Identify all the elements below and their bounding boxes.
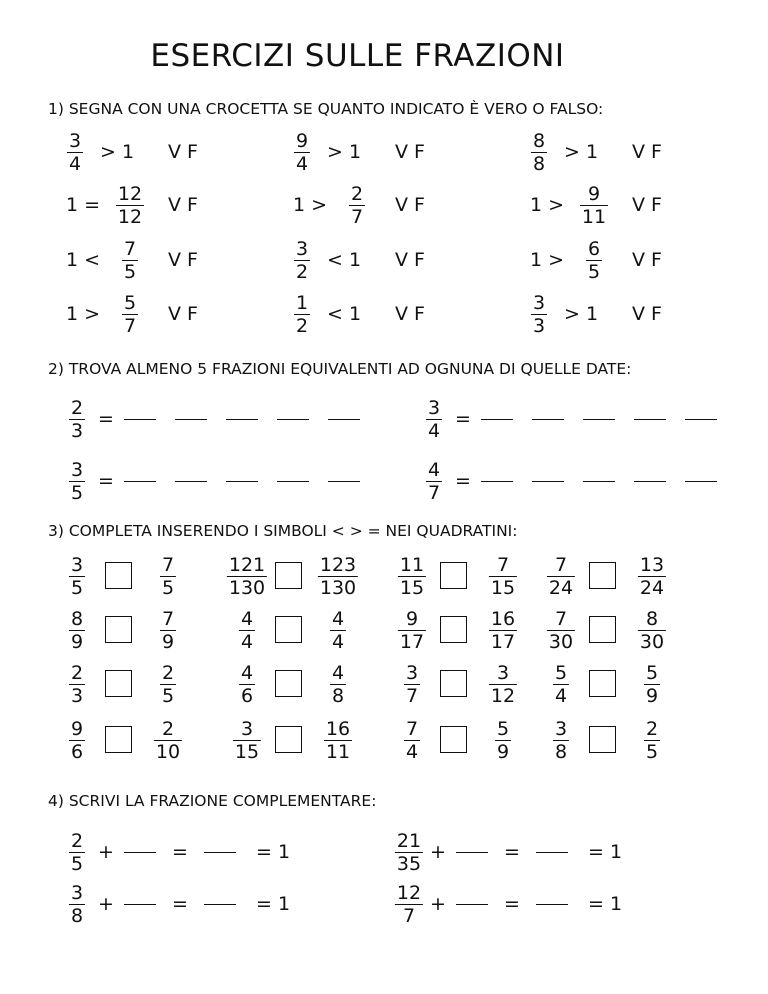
answer-blank[interactable] bbox=[536, 904, 568, 905]
fraction-right bbox=[160, 662, 176, 707]
fraction-left bbox=[547, 608, 575, 653]
equals-sign: = bbox=[98, 408, 114, 430]
fraction-left bbox=[404, 718, 420, 763]
answer-box[interactable] bbox=[440, 616, 467, 643]
numerator: 5 bbox=[123, 292, 137, 314]
true-false-options: V F bbox=[168, 249, 198, 271]
fraction bbox=[69, 882, 85, 927]
fraction-right bbox=[160, 554, 176, 599]
denominator: 8 bbox=[532, 153, 546, 175]
denominator: 9 bbox=[645, 685, 659, 707]
true-false-options: V F bbox=[395, 303, 425, 325]
comparison-right: > 1 bbox=[564, 303, 599, 325]
fraction bbox=[69, 397, 85, 442]
fraction-right bbox=[489, 608, 517, 653]
fraction-left bbox=[239, 662, 255, 707]
fraction-right bbox=[160, 608, 176, 653]
answer-box[interactable] bbox=[105, 616, 132, 643]
fraction-left bbox=[553, 662, 569, 707]
comparison-left: 1 > bbox=[530, 249, 565, 271]
denominator: 3 bbox=[532, 315, 546, 337]
numerator: 16 bbox=[490, 608, 516, 630]
answer-box[interactable] bbox=[440, 562, 467, 589]
section-3-heading: 3) COMPLETA INSERENDO I SIMBOLI < > = NEI QUADRATINI: bbox=[48, 522, 518, 540]
denominator: 9 bbox=[70, 631, 84, 653]
fraction-left bbox=[404, 662, 420, 707]
numerator: 7 bbox=[161, 608, 175, 630]
fraction-left bbox=[553, 718, 569, 763]
answer-box[interactable] bbox=[275, 726, 302, 753]
numerator: 3 bbox=[240, 718, 254, 740]
equals-sign: = bbox=[172, 893, 188, 915]
true-false-options: V F bbox=[632, 194, 662, 216]
denominator: 5 bbox=[70, 853, 84, 875]
answer-blank[interactable] bbox=[634, 481, 666, 482]
denominator: 5 bbox=[645, 741, 659, 763]
numerator: 123 bbox=[319, 554, 357, 576]
numerator: 9 bbox=[405, 608, 419, 630]
comparison-right: < 1 bbox=[327, 249, 362, 271]
numerator: 3 bbox=[70, 882, 84, 904]
numerator: 9 bbox=[295, 130, 309, 152]
denominator: 5 bbox=[123, 261, 137, 283]
fraction bbox=[294, 292, 310, 337]
answer-blank[interactable] bbox=[277, 419, 309, 420]
equals-one: = 1 bbox=[256, 893, 291, 915]
comparison-right: > 1 bbox=[100, 141, 135, 163]
denominator: 30 bbox=[639, 631, 665, 653]
plus-sign: + bbox=[430, 841, 446, 863]
numerator: 4 bbox=[331, 608, 345, 630]
answer-blank[interactable] bbox=[124, 852, 156, 853]
comparison-left: 1 > bbox=[293, 194, 328, 216]
section-4-heading: 4) SCRIVI LA FRAZIONE COMPLEMENTARE: bbox=[48, 792, 377, 810]
fraction bbox=[426, 459, 442, 504]
denominator: 9 bbox=[496, 741, 510, 763]
answer-box[interactable] bbox=[440, 726, 467, 753]
numerator: 21 bbox=[396, 830, 422, 852]
denominator: 7 bbox=[123, 315, 137, 337]
denominator: 11 bbox=[581, 206, 607, 228]
numerator: 7 bbox=[496, 554, 510, 576]
denominator: 7 bbox=[350, 206, 364, 228]
numerator: 7 bbox=[405, 718, 419, 740]
fraction bbox=[122, 238, 138, 283]
plus-sign: + bbox=[98, 893, 114, 915]
answer-box[interactable] bbox=[589, 670, 616, 697]
answer-blank[interactable] bbox=[277, 481, 309, 482]
denominator: 4 bbox=[68, 153, 82, 175]
answer-box[interactable] bbox=[589, 616, 616, 643]
fraction-left bbox=[69, 662, 85, 707]
fraction bbox=[395, 882, 423, 927]
equals-sign: = bbox=[504, 893, 520, 915]
numerator: 2 bbox=[70, 830, 84, 852]
numerator: 3 bbox=[532, 292, 546, 314]
fraction-right bbox=[330, 662, 346, 707]
numerator: 7 bbox=[123, 238, 137, 260]
fraction-left bbox=[233, 718, 261, 763]
numerator: 2 bbox=[70, 397, 84, 419]
numerator: 11 bbox=[399, 554, 425, 576]
denominator: 4 bbox=[331, 631, 345, 653]
fraction-right bbox=[489, 554, 517, 599]
fraction-right bbox=[644, 662, 660, 707]
fraction bbox=[69, 830, 85, 875]
fraction bbox=[531, 292, 547, 337]
numerator: 2 bbox=[350, 183, 364, 205]
numerator: 5 bbox=[496, 718, 510, 740]
answer-blank[interactable] bbox=[226, 419, 258, 420]
fraction-right bbox=[489, 662, 517, 707]
true-false-options: V F bbox=[168, 303, 198, 325]
answer-box[interactable] bbox=[275, 670, 302, 697]
answer-blank[interactable] bbox=[124, 419, 156, 420]
numerator: 16 bbox=[325, 718, 351, 740]
numerator: 9 bbox=[587, 183, 601, 205]
answer-blank[interactable] bbox=[536, 852, 568, 853]
comparison-left: 1 > bbox=[66, 303, 101, 325]
answer-blank[interactable] bbox=[456, 904, 488, 905]
comparison-left: 1 = bbox=[66, 194, 101, 216]
denominator: 17 bbox=[399, 631, 425, 653]
fraction bbox=[349, 183, 365, 228]
page-title: ESERCIZI SULLE FRAZIONI bbox=[150, 38, 565, 74]
denominator: 12 bbox=[117, 206, 143, 228]
answer-blank[interactable] bbox=[328, 419, 360, 420]
numerator: 7 bbox=[554, 608, 568, 630]
comparison-right: > 1 bbox=[327, 141, 362, 163]
fraction bbox=[586, 238, 602, 283]
answer-blank[interactable] bbox=[175, 481, 207, 482]
true-false-options: V F bbox=[632, 249, 662, 271]
numerator: 1 bbox=[295, 292, 309, 314]
denominator: 6 bbox=[240, 685, 254, 707]
numerator: 6 bbox=[587, 238, 601, 260]
numerator: 2 bbox=[645, 718, 659, 740]
comparison-right: > 1 bbox=[564, 141, 599, 163]
fraction-right bbox=[318, 554, 358, 599]
equals-one: = 1 bbox=[588, 841, 623, 863]
denominator: 6 bbox=[70, 741, 84, 763]
answer-blank[interactable] bbox=[583, 481, 615, 482]
answer-box[interactable] bbox=[105, 562, 132, 589]
numerator: 3 bbox=[496, 662, 510, 684]
answer-blank[interactable] bbox=[685, 481, 717, 482]
numerator: 8 bbox=[645, 608, 659, 630]
denominator: 5 bbox=[70, 577, 84, 599]
numerator: 3 bbox=[295, 238, 309, 260]
equals-one: = 1 bbox=[256, 841, 291, 863]
fraction bbox=[395, 830, 423, 875]
fraction-left bbox=[398, 554, 426, 599]
denominator: 130 bbox=[228, 577, 266, 599]
fraction bbox=[69, 459, 85, 504]
denominator: 7 bbox=[402, 905, 416, 927]
numerator: 3 bbox=[70, 554, 84, 576]
answer-blank[interactable] bbox=[328, 481, 360, 482]
true-false-options: V F bbox=[168, 141, 198, 163]
fraction bbox=[67, 130, 83, 175]
denominator: 35 bbox=[396, 853, 422, 875]
denominator: 10 bbox=[155, 741, 181, 763]
denominator: 15 bbox=[399, 577, 425, 599]
answer-box[interactable] bbox=[105, 670, 132, 697]
true-false-options: V F bbox=[395, 194, 425, 216]
denominator: 11 bbox=[325, 741, 351, 763]
plus-sign: + bbox=[98, 841, 114, 863]
denominator: 24 bbox=[548, 577, 574, 599]
numerator: 4 bbox=[331, 662, 345, 684]
numerator: 7 bbox=[554, 554, 568, 576]
true-false-options: V F bbox=[632, 141, 662, 163]
denominator: 5 bbox=[161, 685, 175, 707]
denominator: 30 bbox=[548, 631, 574, 653]
numerator: 2 bbox=[161, 718, 175, 740]
denominator: 5 bbox=[70, 482, 84, 504]
true-false-options: V F bbox=[395, 249, 425, 271]
denominator: 8 bbox=[331, 685, 345, 707]
denominator: 8 bbox=[70, 905, 84, 927]
numerator: 4 bbox=[240, 662, 254, 684]
denominator: 4 bbox=[427, 420, 441, 442]
answer-blank[interactable] bbox=[532, 481, 564, 482]
fraction-left bbox=[239, 608, 255, 653]
denominator: 7 bbox=[427, 482, 441, 504]
fraction-left bbox=[69, 608, 85, 653]
answer-blank[interactable] bbox=[634, 419, 666, 420]
section-2-heading: 2) TROVA ALMENO 5 FRAZIONI EQUIVALENTI AD OGNUNA DI QUELLE DATE: bbox=[48, 360, 632, 378]
numerator: 12 bbox=[396, 882, 422, 904]
denominator: 4 bbox=[240, 631, 254, 653]
numerator: 4 bbox=[427, 459, 441, 481]
denominator: 4 bbox=[405, 741, 419, 763]
denominator: 4 bbox=[295, 153, 309, 175]
denominator: 17 bbox=[490, 631, 516, 653]
equals-sign: = bbox=[172, 841, 188, 863]
comparison-right: < 1 bbox=[327, 303, 362, 325]
fraction-right bbox=[644, 718, 660, 763]
denominator: 2 bbox=[295, 261, 309, 283]
comparison-left: 1 < bbox=[66, 249, 101, 271]
equals-sign: = bbox=[504, 841, 520, 863]
fraction-right bbox=[638, 554, 666, 599]
denominator: 24 bbox=[639, 577, 665, 599]
fraction bbox=[122, 292, 138, 337]
numerator: 2 bbox=[161, 662, 175, 684]
answer-blank[interactable] bbox=[583, 419, 615, 420]
denominator: 5 bbox=[587, 261, 601, 283]
fraction-left bbox=[69, 554, 85, 599]
answer-blank[interactable] bbox=[685, 419, 717, 420]
answer-box[interactable] bbox=[275, 562, 302, 589]
answer-blank[interactable] bbox=[532, 419, 564, 420]
answer-box[interactable] bbox=[589, 562, 616, 589]
numerator: 5 bbox=[554, 662, 568, 684]
numerator: 8 bbox=[70, 608, 84, 630]
denominator: 5 bbox=[161, 577, 175, 599]
answer-blank[interactable] bbox=[124, 481, 156, 482]
true-false-options: V F bbox=[632, 303, 662, 325]
fraction bbox=[294, 238, 310, 283]
numerator: 3 bbox=[405, 662, 419, 684]
fraction bbox=[294, 130, 310, 175]
equals-sign: = bbox=[455, 470, 471, 492]
fraction-right bbox=[638, 608, 666, 653]
denominator: 8 bbox=[554, 741, 568, 763]
section-1-heading: 1) SEGNA CON UNA CROCETTA SE QUANTO INDICATO È VERO O FALSO: bbox=[48, 100, 604, 118]
numerator: 3 bbox=[68, 130, 82, 152]
answer-box[interactable] bbox=[589, 726, 616, 753]
answer-box[interactable] bbox=[275, 616, 302, 643]
denominator: 9 bbox=[161, 631, 175, 653]
denominator: 15 bbox=[490, 577, 516, 599]
numerator: 2 bbox=[70, 662, 84, 684]
answer-blank[interactable] bbox=[175, 419, 207, 420]
numerator: 121 bbox=[228, 554, 266, 576]
fraction bbox=[580, 183, 608, 228]
fraction-right bbox=[324, 718, 352, 763]
true-false-options: V F bbox=[168, 194, 198, 216]
answer-blank[interactable] bbox=[204, 904, 236, 905]
denominator: 15 bbox=[234, 741, 260, 763]
numerator: 4 bbox=[240, 608, 254, 630]
fraction-left bbox=[398, 608, 426, 653]
answer-blank[interactable] bbox=[226, 481, 258, 482]
denominator: 4 bbox=[554, 685, 568, 707]
denominator: 12 bbox=[490, 685, 516, 707]
numerator: 12 bbox=[117, 183, 143, 205]
numerator: 13 bbox=[639, 554, 665, 576]
equals-one: = 1 bbox=[588, 893, 623, 915]
denominator: 130 bbox=[319, 577, 357, 599]
denominator: 2 bbox=[295, 315, 309, 337]
numerator: 7 bbox=[161, 554, 175, 576]
fraction bbox=[116, 183, 144, 228]
fraction-right bbox=[495, 718, 511, 763]
true-false-options: V F bbox=[395, 141, 425, 163]
answer-blank[interactable] bbox=[204, 852, 236, 853]
answer-blank[interactable] bbox=[481, 481, 513, 482]
fraction bbox=[531, 130, 547, 175]
numerator: 9 bbox=[70, 718, 84, 740]
comparison-left: 1 > bbox=[530, 194, 565, 216]
denominator: 3 bbox=[70, 420, 84, 442]
numerator: 3 bbox=[70, 459, 84, 481]
fraction-left bbox=[547, 554, 575, 599]
plus-sign: + bbox=[430, 893, 446, 915]
answer-blank[interactable] bbox=[481, 419, 513, 420]
fraction-right bbox=[154, 718, 182, 763]
fraction bbox=[426, 397, 442, 442]
answer-blank[interactable] bbox=[124, 904, 156, 905]
denominator: 3 bbox=[70, 685, 84, 707]
answer-box[interactable] bbox=[440, 670, 467, 697]
numerator: 8 bbox=[532, 130, 546, 152]
equals-sign: = bbox=[455, 408, 471, 430]
numerator: 3 bbox=[427, 397, 441, 419]
denominator: 7 bbox=[405, 685, 419, 707]
numerator: 5 bbox=[645, 662, 659, 684]
answer-blank[interactable] bbox=[456, 852, 488, 853]
fraction-right bbox=[330, 608, 346, 653]
answer-box[interactable] bbox=[105, 726, 132, 753]
equals-sign: = bbox=[98, 470, 114, 492]
numerator: 3 bbox=[554, 718, 568, 740]
fraction-left bbox=[69, 718, 85, 763]
fraction-left bbox=[227, 554, 267, 599]
